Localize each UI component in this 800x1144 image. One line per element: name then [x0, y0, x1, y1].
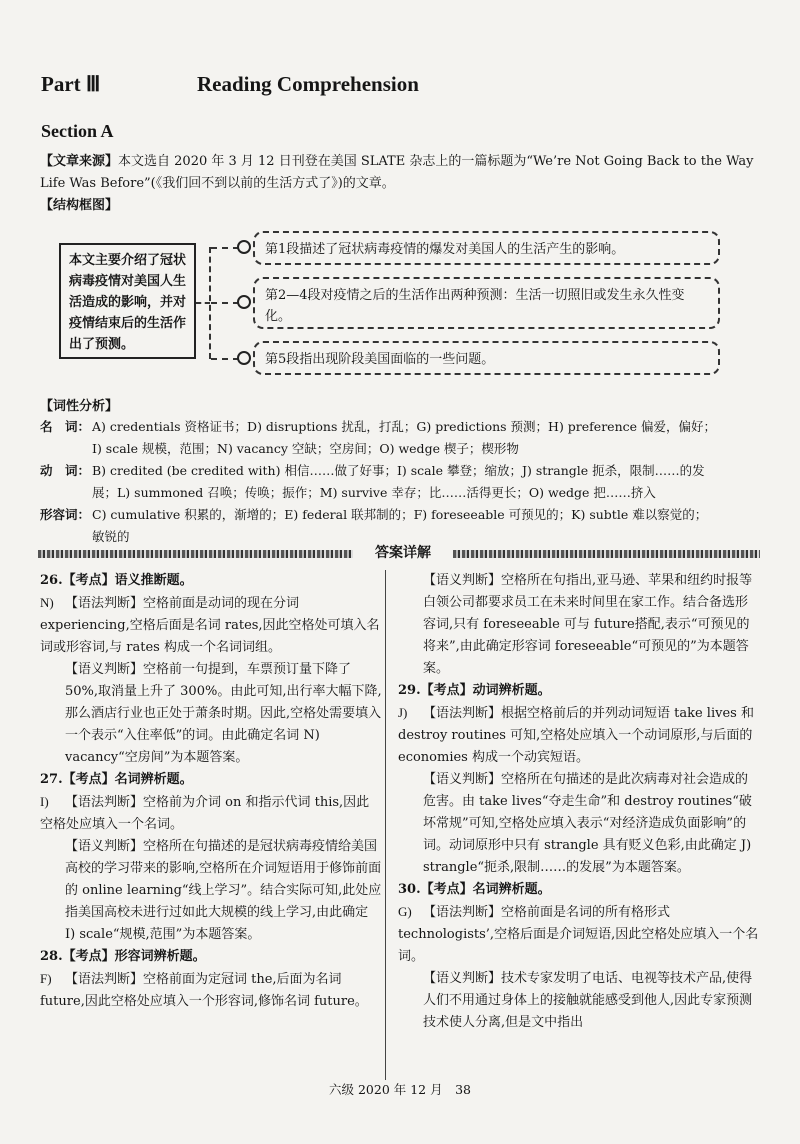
banner-stripe-left: [38, 550, 353, 558]
answers-left-column: [40, 570, 382, 1013]
grammar-note: 【语法判断】根据空格前后的并列动词短语 take lives 和 destroy routines 可知,空格处应填入一个动词原形,与后面的 economies 构成一个动宾短语。: [398, 706, 754, 765]
grammar-note: 【语法判断】空格前面是名词的所有格形式 technologists’,空格后面是介词短语,因此空格处应填入一个名词。: [398, 905, 759, 964]
answers-title: 答案详解: [358, 542, 448, 562]
summary-box: 本文主要介绍了冠状病毒疫情对美国人生活造成的影响，并对疫情结束后的生活作出了预测。: [59, 243, 196, 359]
verb-line: B) credited (be credited with) 相信……做了好事；I) scale 攀登；缩放；J) strangle 扼杀，限制……的发: [92, 463, 705, 478]
semantic-note: 【语义判断】空格所在句指出,亚马逊、苹果和纽约时报等白领公司都要求员工在未来时间里在家工作。结合备选形容词,只有 foreseeable 可与 future搭配,表示“可预见的将来”,由此确定形容词 foreseeable“可预见的”为本题答案。: [423, 573, 753, 676]
page-footer: 六级 2020 年 12 月 38: [328, 1082, 472, 1097]
banner-stripe-right: [453, 550, 760, 558]
vocab-label: 【词性分析】: [40, 399, 119, 414]
question-26-header: 26.【考点】语义推断题。: [40, 573, 193, 588]
part-title: Reading Comprehension: [197, 72, 419, 96]
branch-line-2: [211, 302, 239, 304]
verb-category: 动 词：: [40, 463, 91, 478]
noun-line: I) scale 规模，范围；N) vacancy 空缺；空房间；O) wedge 楔子；楔形物: [92, 441, 519, 456]
answer-30: G): [398, 904, 412, 919]
adj-line: C) cumulative 积累的，渐增的；E) federal 联邦制的；F) foreseeable 可预见的；K) subtle 难以察觉的；: [92, 507, 708, 522]
answer-27: I): [40, 794, 49, 809]
structure-label: 【结构框图】: [40, 198, 119, 213]
source-label: 【文章来源】: [40, 154, 119, 169]
paragraph-box-1: 第1段描述了冠状病毒疫情的爆发对美国人的生活产生的影响。: [253, 231, 720, 265]
vocab-verbs: [40, 460, 760, 504]
answer-29: J): [398, 705, 408, 720]
source-text: 本文选自 2020 年 3 月 12 日刊登在美国 SLATE 杂志上的一篇标题为“We’re Not Going Back to the Way Life Was Before”(《我们回不到以前的生活方式了》)的文章。: [40, 154, 754, 191]
branch-dot-icon: [237, 295, 251, 309]
adj-line: 敏锐的: [92, 529, 130, 544]
article-source: [40, 151, 760, 195]
answer-28: F): [40, 971, 52, 986]
answers-banner: [38, 542, 760, 564]
question-29-header: 29.【考点】动词辨析题。: [398, 683, 551, 698]
summary-connector: [196, 302, 210, 304]
semantic-note: 【语义判断】技术专家发明了电话、电视等技术产品,使得人们不用通过身体上的接触就能感受到他人,因此专家预测技术使人分离,但是文中指出: [423, 971, 753, 1030]
paragraph-box-3: 第5段指出现阶段美国面临的一些问题。: [253, 341, 720, 375]
adj-category: 形容词：: [40, 507, 91, 522]
noun-category: 名 词：: [40, 419, 91, 434]
branch-line-1: [211, 247, 239, 249]
column-divider: [385, 570, 386, 1080]
noun-line: A) credentials 资格证书；D) disruptions 扰乱，打乱；G) predictions 预测；H) preference 偏爱，偏好；: [92, 419, 716, 434]
semantic-note: 【语义判断】空格所在句描述的是此次病毒对社会造成的危害。由 take lives“夺走生命”和 destroy routines“破坏常规”可知,空格处应填入表示“对经济造成负面影响”的词。动词原形中只有 strangle 具有贬义色彩,由此确定 J) strangle“扼杀,限制……的发展”为本题答案。: [423, 772, 752, 875]
section-title: Section A: [41, 121, 114, 141]
semantic-note: 【语义判断】空格前一句提到，车票预订量下降了 50%,取消量上升了 300%。由此可知,出行率大幅下降,那么酒店行业也正处于萧条时期。因此,空格处需要填入一个表示“入住率低”的词。由此确定名词 N) vacancy“空房间”为本题答案。: [65, 662, 382, 765]
paragraph-box-2: 第2—4段对疫情之后的生活作出两种预测：生活一切照旧或发生永久性变化。: [253, 277, 720, 329]
semantic-note: 【语义判断】空格所在句描述的是冠状病毒疫情给美国高校的学习带来的影响,空格所在介词短语用于修饰前面的 online learning“线上学习”。结合实际可知,此处应指美国高校未进行过如此大规模的线上学习,由此确定 I) scale“规模,范围”为本题答案。: [65, 839, 382, 942]
part-number: Part Ⅲ: [41, 72, 101, 96]
grammar-note: 【语法判断】空格前面为定冠词 the,后面为名词 future,因此空格处应填入一个形容词,修饰名词 future。: [40, 972, 368, 1009]
answer-26: N): [40, 595, 54, 610]
vocab-nouns: [40, 416, 760, 460]
branch-dot-icon: [237, 240, 251, 254]
grammar-note: 【语法判断】空格前为介词 on 和指示代词 this,因此空格处应填入一个名词。: [40, 795, 370, 832]
branch-dot-icon: [237, 351, 251, 365]
grammar-note: 【语法判断】空格前面是动词的现在分词 experiencing,空格后面是名词 rates,因此空格处可填入名词或形容词,与 rates 构成一个名词词组。: [40, 596, 380, 655]
question-27-header: 27.【考点】名词辨析题。: [40, 772, 193, 787]
question-28-header: 28.【考点】形容词辨析题。: [40, 949, 206, 964]
branch-line-3: [211, 358, 239, 360]
verb-line: 展；L) summoned 召唤；传唤；振作；M) survive 幸存；比……活得更长；O) wedge 把……挤入: [92, 485, 656, 500]
question-30-header: 30.【考点】名词辨析题。: [398, 882, 551, 897]
answers-right-column: [398, 570, 760, 1034]
